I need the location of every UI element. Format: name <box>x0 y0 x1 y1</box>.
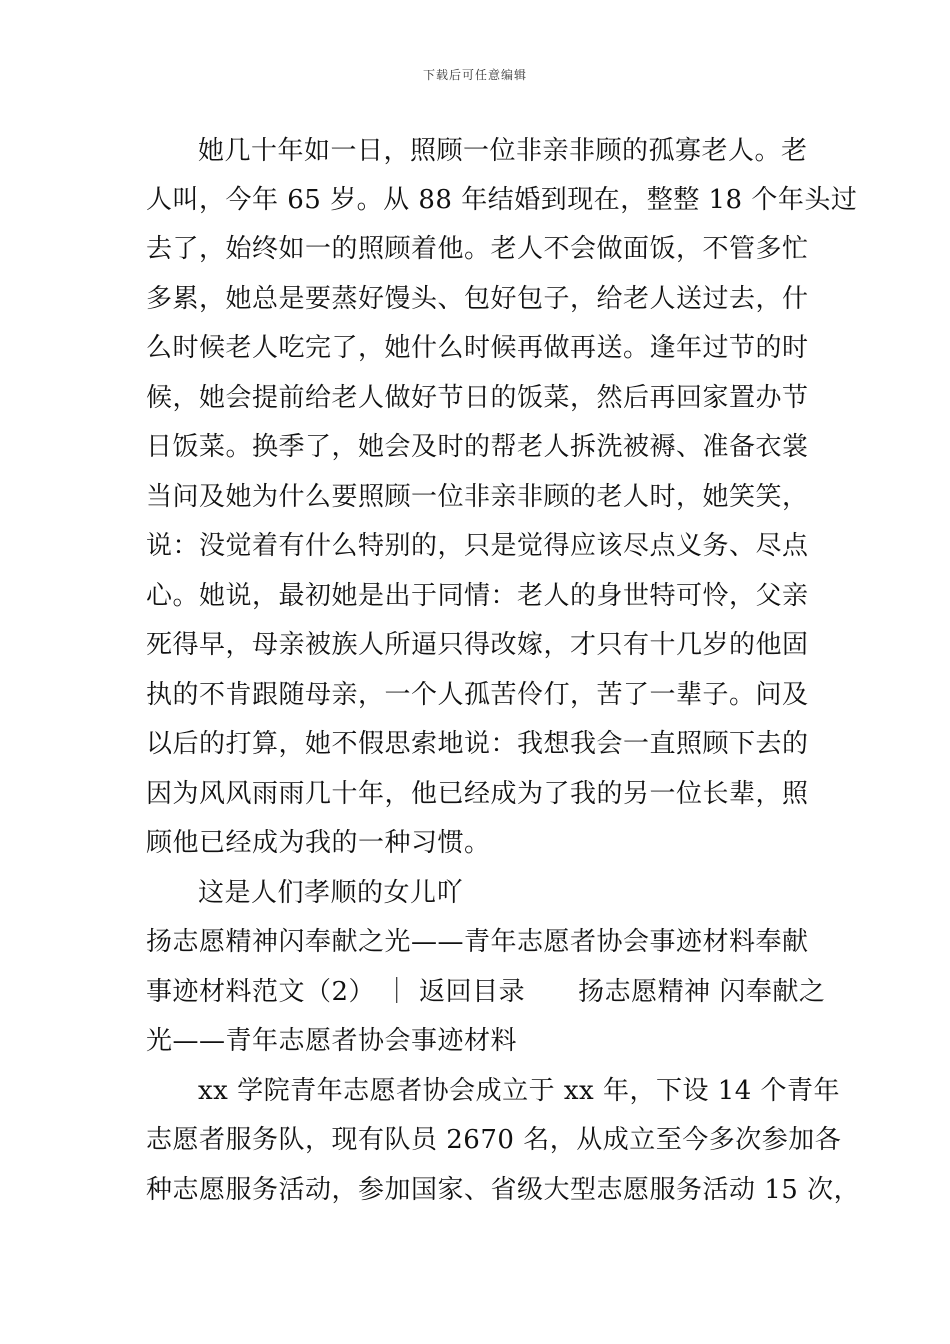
paragraph-line: 么时候老人吃完了，她什么时候再做再送。逢年过节的时 <box>146 333 809 363</box>
paragraph-line: 说：没觉着有什么特别的，只是觉得应该尽点义务、尽点 <box>146 531 809 561</box>
paragraph-line: 死得早，母亲被族人所逼只得改嫁，才只有十几岁的他固 <box>146 630 809 660</box>
paragraph-line: xx 学院青年志愿者协会成立于 xx 年，下设 14 个青年 <box>198 1076 841 1106</box>
section-title-line: 事迹材料范文（2） ｜ 返回目录 扬志愿精神 闪奉献之 <box>146 977 826 1007</box>
paragraph-line: 因为风风雨雨几十年，他已经成为了我的另一位长辈，照 <box>146 779 809 809</box>
paragraph-line: 多累，她总是要蒸好馒头、包好包子，给老人送过去，什 <box>146 284 809 314</box>
paragraph-line: 当问及她为什么要照顾一位非亲非顾的老人时，她笑笑， <box>146 482 809 512</box>
paragraph-line: 心。她说，最初她是出于同情：老人的身世特可怜，父亲 <box>146 581 809 611</box>
paragraph-line: 种志愿服务活动，参加国家、省级大型志愿服务活动 15 次， <box>146 1175 861 1205</box>
paragraph-line: 这是人们孝顺的女儿吖 <box>198 878 464 908</box>
paragraph-line: 她几十年如一日，照顾一位非亲非顾的孤寡老人。老 <box>198 136 808 166</box>
paragraph-line: 志愿者服务队，现有队员 2670 名，从成立至今多次参加各 <box>146 1125 842 1155</box>
paragraph-line: 人叫，今年 65 岁。从 88 年结婚到现在，整整 18 个年头过 <box>146 185 858 215</box>
paragraph-line: 去了，始终如一的照顾着他。老人不会做面饭，不管多忙 <box>146 234 809 264</box>
page-header-note: 下载后可任意编辑 <box>422 68 527 82</box>
section-title-line: 扬志愿精神闪奉献之光——青年志愿者协会事迹材料奉献 <box>146 927 809 957</box>
paragraph-line: 执的不肯跟随母亲，一个人孤苦伶仃，苦了一辈子。问及 <box>146 680 809 710</box>
paragraph-line: 候，她会提前给老人做好节日的饭菜，然后再回家置办节 <box>146 383 809 413</box>
section-title-line: 光——青年志愿者协会事迹材料 <box>146 1026 518 1056</box>
paragraph-line: 日饭菜。换季了，她会及时的帮老人拆洗被褥、准备衣裳 <box>146 432 809 462</box>
paragraph-line: 顾他已经成为我的一种习惯。 <box>146 828 491 858</box>
paragraph-line: 以后的打算，她不假思索地说：我想我会一直照顾下去的 <box>146 729 809 759</box>
